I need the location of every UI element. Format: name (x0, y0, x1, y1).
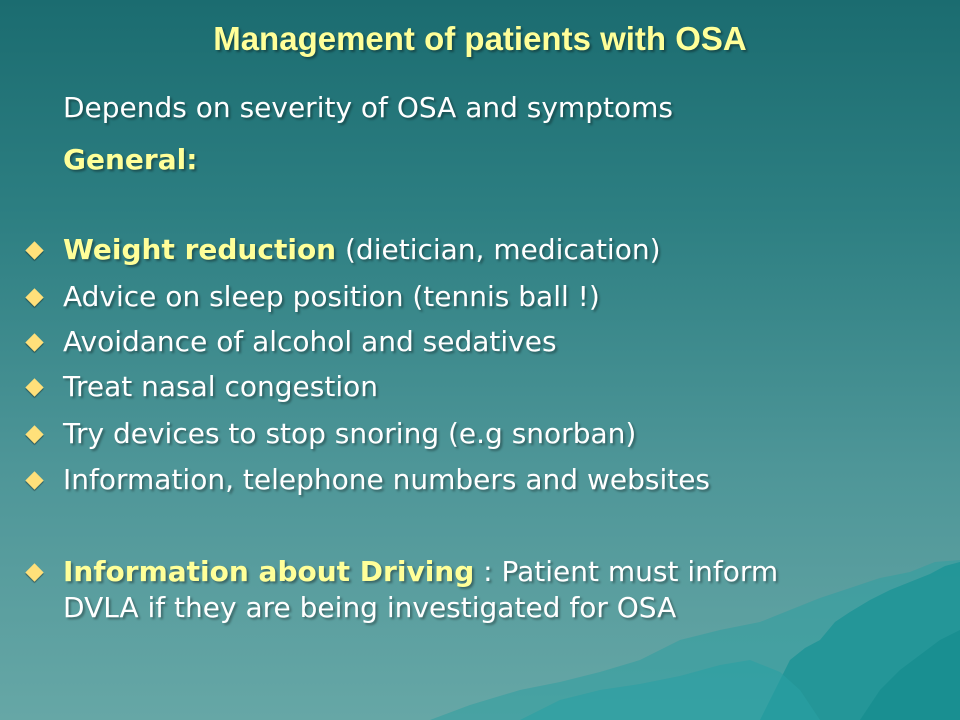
slide-title: Management of patients with OSA (213, 20, 747, 57)
bullet-text: Advice on sleep position (tennis ball !) (63, 280, 600, 313)
bullet-bold-text: Weight reduction (63, 233, 337, 266)
bullet-text: Try devices to stop snoring (e.g snorban) (63, 417, 637, 450)
bullet-text: Treat nasal congestion (63, 370, 378, 403)
driving-text: : Patient must inform (474, 555, 779, 588)
bullet-text: Information, telephone numbers and websites (63, 463, 711, 496)
bullet-text: Avoidance of alcohol and sedatives (63, 325, 557, 358)
bullet-text: (dietician, medication) (336, 233, 661, 266)
driving-text-line2: DVLA if they are being investigated for OSA (63, 591, 677, 624)
driving-bold-text: Information about Driving (63, 555, 475, 588)
section-heading: General: (63, 143, 198, 176)
intro-text: Depends on severity of OSA and symptoms (63, 91, 673, 124)
